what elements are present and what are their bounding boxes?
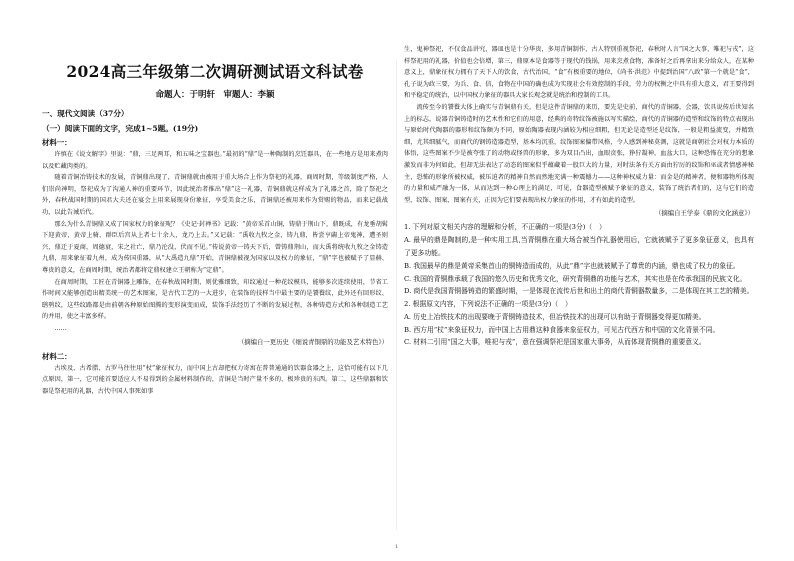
question-2-stem: 2. 根据原文内容，下列说法不正确的一项是(3分)（ ） xyxy=(404,300,572,309)
material-1-paragraph: 随着青铜冶铸技术的发展，青铜鼎出现了，青铜鼎就由被用于重大场合上作为祭祀的礼器，商周时期，等级制度严格，人们崇尚神明，祭祀成为了沟通人神的重要环节，因此统治者推出“鼎”这一礼器，青铜鼎就这样成为了礼器之首，除了祭祀之外，春秋战国时期的国君大夫还在宴会上用来展现身份象征，享受美食之乐，青铜鼎还被用来作为赏赐的物品，而来记载战功，以此告诫后代。 xyxy=(42,174,388,216)
question-1-stem: 1. 下列对原文相关内容的理解和分析，不正确的一项是(3分)（ ） xyxy=(404,223,606,232)
left-column xyxy=(42,48,388,397)
material-2-paragraph: 流传至今的饕餮大体上确实与青铜鼎有关，但是这件青铜鼎的来历，要先是史前，商代的青铜器，会器，饮具说传后世知名上的标志，说器青铜铸造时的艺术性和它们的用意，经典的奇特纹饰被施以写实描绘，商代的青铜器的造型和纹饰的特点表现出与原始时代陶器的器形和纹饰颇为不同，原始陶器表现内涵较为相应细粗，但无论是造型还是纹饰，一般是粗益流变，并精致细，尤其细腻气，而商代的钢铸造器造型，基本均沉重，纹饰图案偏带风格，令人感到神秘莫测，这就是商朝社会对权力本质的体悟，这些图案不少是被夸张了的动物或怪兽的形象，多为双目凸出，血眼贲张，狰狞凝神，血盆大口，这种恐怖在充分的想象激发而非为何如此，但却无法表达了动态的图案似乎蕴藏着一股巨大的力量，对时法条有关方面由狞厉的纹饰和巫或者情感神秘主，恐怖的形象所被权威，被压迫者的精神自然而然地充满一种震撼力——这种神权威力量：而金是的精神者，便和器物所体现的力量和威严融为一体，从而达到一种心理上的满足，可见，食器造型被赋予象征的意义，装饰了统治者们的，这与它们的造型，纹饰、图案、图案有关，正因为它们要表现出权力象征的作用，才有如此的造型。 xyxy=(404,103,754,204)
material-1-paragraph: 那么为什么青铜鼎又成了国家权力的象征呢？《史记·封禅书》记载：“黄帝采首山铜，铸鼎于荆山下，鼎既成，有龙垂胡髯下迎黄帝，黄帝上骑，群臣后宫从上者七十余人，龙乃上去。”又记载：“禹收九牧之金，铸九鼎，皆尝亨鬺上帝鬼神，遭圣则兴，鼎迁于夏商，周德衰，宋之社亡，鼎乃沦没，伏而不见。”传说黄帝一铸天下后，曾铸鼎荆山，而大禹将统收九牧之金铸造九鼎，用来象征着九州，成为传国重器，从“大禹造九鼎”开始，青铜鼎被视为国家以及权力的象征，“鼎”字也被赋予了显赫、尊贵的意义，在商周时期，统治者都将定鼎权建立王朝称为“定鼎”。 xyxy=(42,220,388,274)
question-1-option-b: B. 我国最早的鼎是黄帝采集首山的铜铸造而成的，从此“鼎”字也就被赋予了尊贵的内涵，鼎也成了权力的象征。 xyxy=(404,261,740,270)
material-2-paragraph: 生，鬼神祭祀，不仅食品讲究，器皿也是十分华贵，多用青铜制作，古人特别重视祭祀，春秋时人言“国之大事，唯祀与戎”，这样祭祀用的礼器，价值也会倍增，第三，鼎原本是食器等于现代的钱锅，用来烹煮食物，准备好之后再拿出来分给众人，在某种意义上，鼎象征权力拥有了天下人的饮食，古代治国，“食”有极重要的地位，《尚书·洪范》中提到治国“八政”第一个就是“食”，孔子说为政三要，为兵、食、信，食物在中国的确也成为实现社会有效控制的手段，劳力的权衡之中具有重大意义，君王要得到和平稳定的统治，以中国权力象征的器具大家长观念就是统治和控制的工具。 xyxy=(404,46,754,100)
question-1-option-a: A. 最早的鼎是陶制的,是一种实用工具,当青铜鼎在重大场合被当作礼器使用后，它就被赋予了更多象征意义，也具有了更多功能。 xyxy=(404,236,754,257)
question-1-option-c: C. 我国的青铜鼎承载了我国的悠久历史和优秀文化，研究青铜鼎的功能与艺术，其实也是在传承我国的民族文化。 xyxy=(404,274,747,283)
material-1-label: 材料一： xyxy=(42,138,72,147)
material-1-source: （摘编自一更历史《细说青铜鼎的功能及艺术特色》） xyxy=(237,337,388,346)
page-number: 1 xyxy=(395,544,399,550)
material-2-paragraph: 古埃及、古希腊、古罗马往往用“杖”象征权力，而中国上古却把权力寄寓在普普通通的饮器食器之上，这恰可能有以下几点原因，第一，它可能首要适应人不易得到的金属材料制作的，青铜是当时产量不多的、极珍贵的东西。第二，这些鼎器和饮器是祭祀用的礼器，古代中国人事死如事 xyxy=(42,364,388,395)
material-1-paragraph: 在商周时期，工匠在青铜器上雕饰，在春秋战国时期，则优雅细致，印纹通过一种花纹模具，能够多次连续使用，节省工作时间又能够创造出精美统一的艺术图案，是古代工艺的一大进步，在装饰的技样当中最主要的是饕餮纹，此外还有回形纹、鸱鸮纹，这些纹路都是由前朝各种原始图腾的变形演变而成，装饰手法经历了不断的发展过程，各种铸造方式和各种制造工艺的并用，使之丰富多样。 xyxy=(42,278,388,321)
column-divider xyxy=(396,60,397,530)
exam-authors: 命题人：于明轩 审题人：李颖 xyxy=(155,90,275,100)
section-heading: 一、现代文阅读（37分） xyxy=(42,109,129,118)
material-2-label: 材料二： xyxy=(42,351,72,361)
question-2-option-a: A. 历史上冶铁技术的出现要晚于青铜铸造技术，但冶铁技术的出现可以有助于青铜器变得更加精美。 xyxy=(404,312,706,321)
section-subheading: （一）阅读下面的文字，完成1~5题。(19分) xyxy=(42,124,199,133)
material-1-paragraph: 许慎在《说文解字》里说：“鼎，三足两耳，和五味之宝器也。”最初的“鼎”是一种陶制的烹饪器具，在一些地方是用来煮肉以及贮藏肉类的。 xyxy=(42,151,388,170)
question-2-option-b: B. 西方用“杖”来象征权力，而中国上古用鼎这种食器来象征权力，可见古代西方和中国的文化背景不同。 xyxy=(404,325,720,334)
right-column xyxy=(404,44,754,349)
exam-title: 2024高三年级第二次调研测试语文科试卷 xyxy=(66,62,364,81)
question-1-option-d: D. 商代是我国青铜器铸造的繁盛时期，一是体现在流传后世和出土的商代青铜器数量多，二是体现在其工艺的精美。 xyxy=(404,287,754,296)
question-2-option-c: C. 材料二引用“国之大事，唯祀与戎”，意在强调祭祀是国家重大事务，从而体现青铜鼎的重要意义。 xyxy=(404,338,706,347)
material-2-source: （摘编自王学泰《鼎的文化涵意》） xyxy=(654,209,754,218)
material-1-paragraph: …… xyxy=(54,324,67,332)
